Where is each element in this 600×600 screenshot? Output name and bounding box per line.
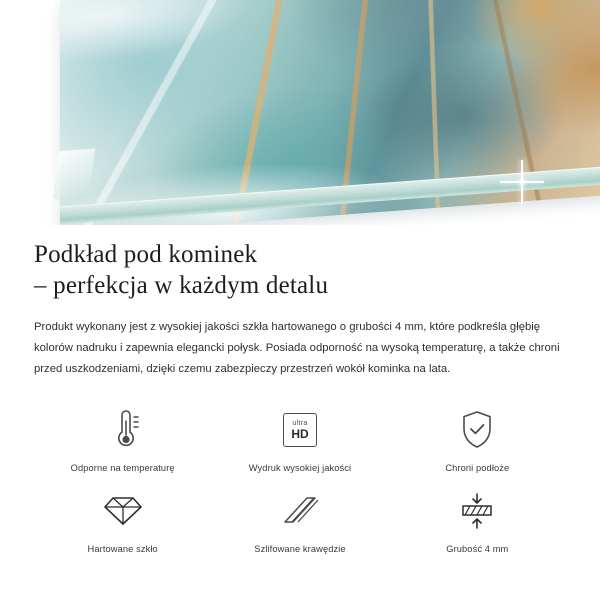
ultra-hd-icon xyxy=(283,406,317,454)
ultra-hd-badge-bottom: HD xyxy=(291,427,309,441)
description-paragraph: Produkt wykonany jest z wysokiej jakości szkła hartowanego o grubości 4 mm, które podkreśla głębię kolorów nadruku i zapewnia elegancki połysk. Posiada odporność na wysoką temperaturę, a także chroni przed uszkodzeniami, dzięki czemu zabezpieczy przestrzeń wokół kominka na lata. xyxy=(34,321,560,375)
headline-line-2: – perfekcja w każdym detalu xyxy=(34,272,329,299)
feature-item-tempered-glass xyxy=(34,487,211,554)
page-title xyxy=(34,239,566,301)
feature-item-thickness xyxy=(389,487,566,554)
headline-line-1: Podkład pod kominek xyxy=(34,241,258,268)
feature-label: Chroni podłoże xyxy=(445,463,510,473)
feature-item-print-quality xyxy=(211,406,388,473)
feature-grid xyxy=(34,406,566,554)
feature-item-surface-protection xyxy=(389,406,566,473)
feature-item-temperature xyxy=(34,406,211,473)
shield-check-icon xyxy=(457,406,497,454)
feature-label: Szlifowane krawędzie xyxy=(254,544,346,554)
feature-label: Grubość 4 mm xyxy=(446,544,509,554)
content-block xyxy=(0,239,600,554)
hero-image xyxy=(0,0,600,225)
feature-label: Odporne na temperaturę xyxy=(70,463,175,473)
feature-item-polished-edges xyxy=(211,487,388,554)
diamond-icon xyxy=(102,487,144,535)
thickness-arrows-icon xyxy=(455,487,499,535)
ultra-hd-badge-top: ultra xyxy=(292,420,308,427)
glass-corner-bevel xyxy=(53,148,96,199)
beveled-edges-icon xyxy=(280,487,320,535)
feature-label: Hartowane szkło xyxy=(87,544,158,554)
thermometer-icon xyxy=(103,406,143,454)
feature-label: Wydruk wysokiej jakości xyxy=(248,463,352,473)
